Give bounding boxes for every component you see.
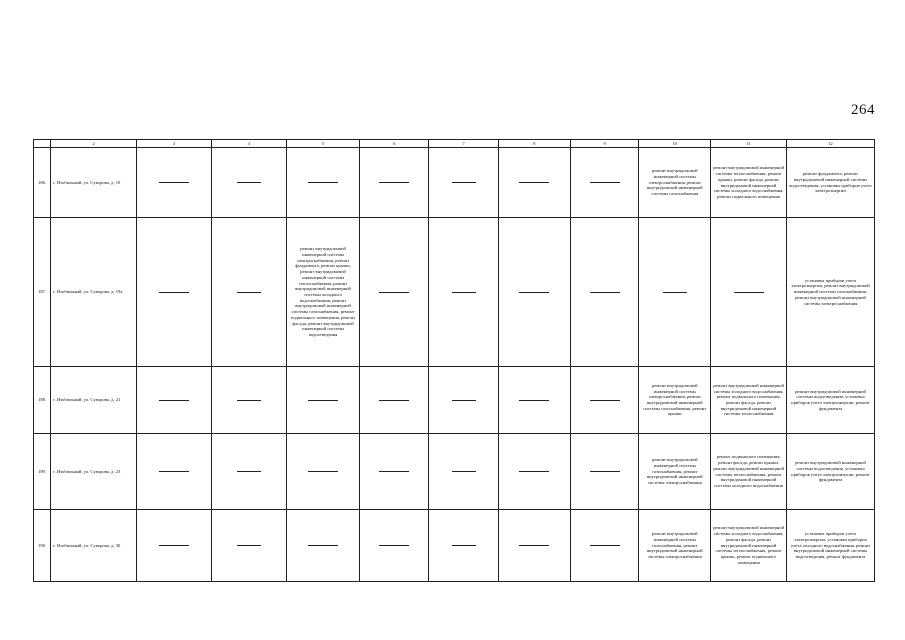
header-row: [34, 140, 875, 148]
table-row: [34, 148, 875, 218]
dash-mark: [308, 182, 338, 183]
address-cell: г. Изобильный, ул. Суворова, д. 21: [51, 367, 137, 434]
dash-mark: [379, 400, 409, 401]
empty-cell: [211, 218, 286, 367]
dash-mark: [663, 292, 687, 293]
dash-mark: [379, 182, 409, 183]
empty-cell: [211, 510, 286, 582]
header-cell: 6: [360, 140, 429, 148]
empty-cell: [570, 218, 639, 367]
dash-mark: [452, 545, 476, 546]
empty-cell: [360, 367, 429, 434]
empty-cell: [429, 218, 499, 367]
dash-mark: [308, 545, 338, 546]
dash-mark: [734, 292, 764, 293]
empty-cell: [570, 510, 639, 582]
header-cell: 12: [786, 140, 874, 148]
empty-cell: [498, 510, 570, 582]
empty-cell: [570, 434, 639, 510]
empty-cell: [639, 218, 711, 367]
header-cell: 5: [286, 140, 360, 148]
dash-mark: [452, 400, 476, 401]
empty-cell: [429, 434, 499, 510]
work-list-cell: ремонт фундамента, ремонт внутридомовой инженерной системы водоотведения, установка приборов учета электроэнергии: [786, 148, 874, 218]
dash-mark: [159, 400, 189, 401]
work-list-cell: ремонт внутридомовой инженерной системы холодного водоснабжения, ремонт фасада, ремонт внутридомовой инженерной системы теплоснабжения, ремонт крыши, ремонт подвального помещения: [711, 510, 787, 582]
header-cell: 2: [51, 140, 137, 148]
empty-cell: [137, 218, 212, 367]
row-number: 187.: [34, 218, 51, 367]
empty-cell: [570, 148, 639, 218]
work-list-cell: ремонт внутридомовой инженерной системы водоотведения, установка приборов учета электроэнергии, ремонт фундамента: [786, 367, 874, 434]
dash-mark: [452, 292, 476, 293]
dash-mark: [379, 292, 409, 293]
header-cell: 8: [498, 140, 570, 148]
header-cell: 10: [639, 140, 711, 148]
work-list-cell: установка приборов учета электроэнергии, ремонт внутридомовой инженерной системы газоснабжения, ремонт внутридомовой инженерной системы электроснабжения: [786, 218, 874, 367]
dash-mark: [590, 182, 620, 183]
dash-mark: [237, 545, 261, 546]
dash-mark: [308, 400, 338, 401]
work-list-cell: ремонт подвального помещения, ремонт фасада, ремонт крыши, ремонт внутридомовой инженерной системы теплоснабжения, ремонт внутридомовой инженерной системы холодного водоснабжения: [711, 434, 787, 510]
header-cell: [34, 140, 51, 148]
work-list-cell: ремонт внутридомовой инженерной системы электроснабжения, ремонт внутридомовой инженерной системы газоснабжения, ремонт крыши: [639, 367, 711, 434]
dash-mark: [519, 545, 549, 546]
empty-cell: [498, 218, 570, 367]
empty-cell: [498, 148, 570, 218]
dash-mark: [237, 400, 261, 401]
dash-mark: [237, 292, 261, 293]
address-cell: г. Изобильный, ул. Суворова, д. 30: [51, 510, 137, 582]
dash-mark: [519, 182, 549, 183]
row-number: 190.: [34, 510, 51, 582]
empty-cell: [360, 148, 429, 218]
header-cell: 7: [429, 140, 499, 148]
header-cell: 3: [137, 140, 212, 148]
table-row: [34, 510, 875, 582]
empty-cell: [286, 434, 360, 510]
empty-cell: [137, 367, 212, 434]
dash-mark: [590, 292, 620, 293]
empty-cell: [286, 148, 360, 218]
dash-mark: [237, 182, 261, 183]
dash-mark: [519, 400, 549, 401]
header-cell: 4: [211, 140, 286, 148]
dash-mark: [159, 471, 189, 472]
dash-mark: [159, 292, 189, 293]
work-list-cell: ремонт внутридомовой инженерной системы теплоснабжения, ремонт крыши, ремонт фасада, ремонт внутридомовой инженерной системы холодного водоснабжения, ремонт подвального помещения: [711, 148, 787, 218]
work-list-cell: ремонт внутридомовой инженерной системы холодного водоснабжения, ремонт подвального помещения, ремонт фасада, ремонт внутридомовой инженерной системы теплоснабжения: [711, 367, 787, 434]
table-row: [34, 434, 875, 510]
empty-cell: [360, 434, 429, 510]
work-list-cell: установка приборов учета электроэнергии, установка приборов учета холодного водоснабжения, ремонт внутридомовой инженерной системы водоотведения, ремонт фундамента: [786, 510, 874, 582]
empty-cell: [360, 218, 429, 367]
empty-cell: [570, 367, 639, 434]
empty-cell: [429, 367, 499, 434]
dash-mark: [590, 400, 620, 401]
empty-cell: [498, 434, 570, 510]
table-row: [34, 218, 875, 367]
empty-cell: [498, 367, 570, 434]
table-row: [34, 367, 875, 434]
empty-cell: [211, 434, 286, 510]
work-list-cell: ремонт внутридомовой инженерной системы газоснабжения, ремонт внутридомовой инженерной системы электроснабжения: [639, 434, 711, 510]
work-list-cell: ремонт внутридомовой инженерной системы газоснабжения, ремонт внутридомовой инженерной системы электроснабжения: [639, 510, 711, 582]
empty-cell: [429, 510, 499, 582]
dash-mark: [590, 471, 620, 472]
header-cell: 9: [570, 140, 639, 148]
dash-mark: [237, 471, 261, 472]
dash-mark: [379, 471, 409, 472]
dash-mark: [308, 471, 338, 472]
empty-cell: [286, 367, 360, 434]
empty-cell: [137, 434, 212, 510]
dash-mark: [452, 182, 476, 183]
address-cell: г. Изобильный, ул. Суворова, д. 23: [51, 434, 137, 510]
work-list-cell: ремонт внутридомовой инженерной системы водоотведения, установка приборов учета электроэнергии, ремонт фундамента: [786, 434, 874, 510]
dash-mark: [159, 545, 189, 546]
row-number: 186.: [34, 148, 51, 218]
work-list-cell: ремонт внутридомовой инженерной системы электроснабжения, ремонт внутридомовой инженерной системы газоснабжения: [639, 148, 711, 218]
row-number: 189.: [34, 434, 51, 510]
work-list-cell: ремонт внутридомовой инженерной системы электроснабжения, ремонт фундамента, ремонт крыши, ремонт внутридомовой инженерной системы теплоснабжения, ремонт внутридомовой инженерной системы холодного водоснабжения, ремонт внутридомовой инженерной системы газоснабжения, ремонт подвального помещения, ремонт фасада, ремонт внутридомовой инженерной системы водоотведения: [286, 218, 360, 367]
page-number: 264: [851, 102, 875, 118]
empty-cell: [711, 218, 787, 367]
dash-mark: [590, 545, 620, 546]
address-cell: г. Изобильный, ул. Суворова, д. 19а: [51, 218, 137, 367]
header-cell: 11: [711, 140, 787, 148]
dash-mark: [452, 471, 476, 472]
row-number: 188.: [34, 367, 51, 434]
repair-schedule-table: [33, 139, 875, 582]
empty-cell: [211, 148, 286, 218]
empty-cell: [286, 510, 360, 582]
empty-cell: [360, 510, 429, 582]
empty-cell: [137, 148, 212, 218]
dash-mark: [379, 545, 409, 546]
empty-cell: [429, 148, 499, 218]
dash-mark: [519, 471, 549, 472]
address-cell: г. Изобильный, ул. Суворова, д. 10: [51, 148, 137, 218]
dash-mark: [159, 182, 189, 183]
dash-mark: [519, 292, 549, 293]
empty-cell: [137, 510, 212, 582]
empty-cell: [211, 367, 286, 434]
